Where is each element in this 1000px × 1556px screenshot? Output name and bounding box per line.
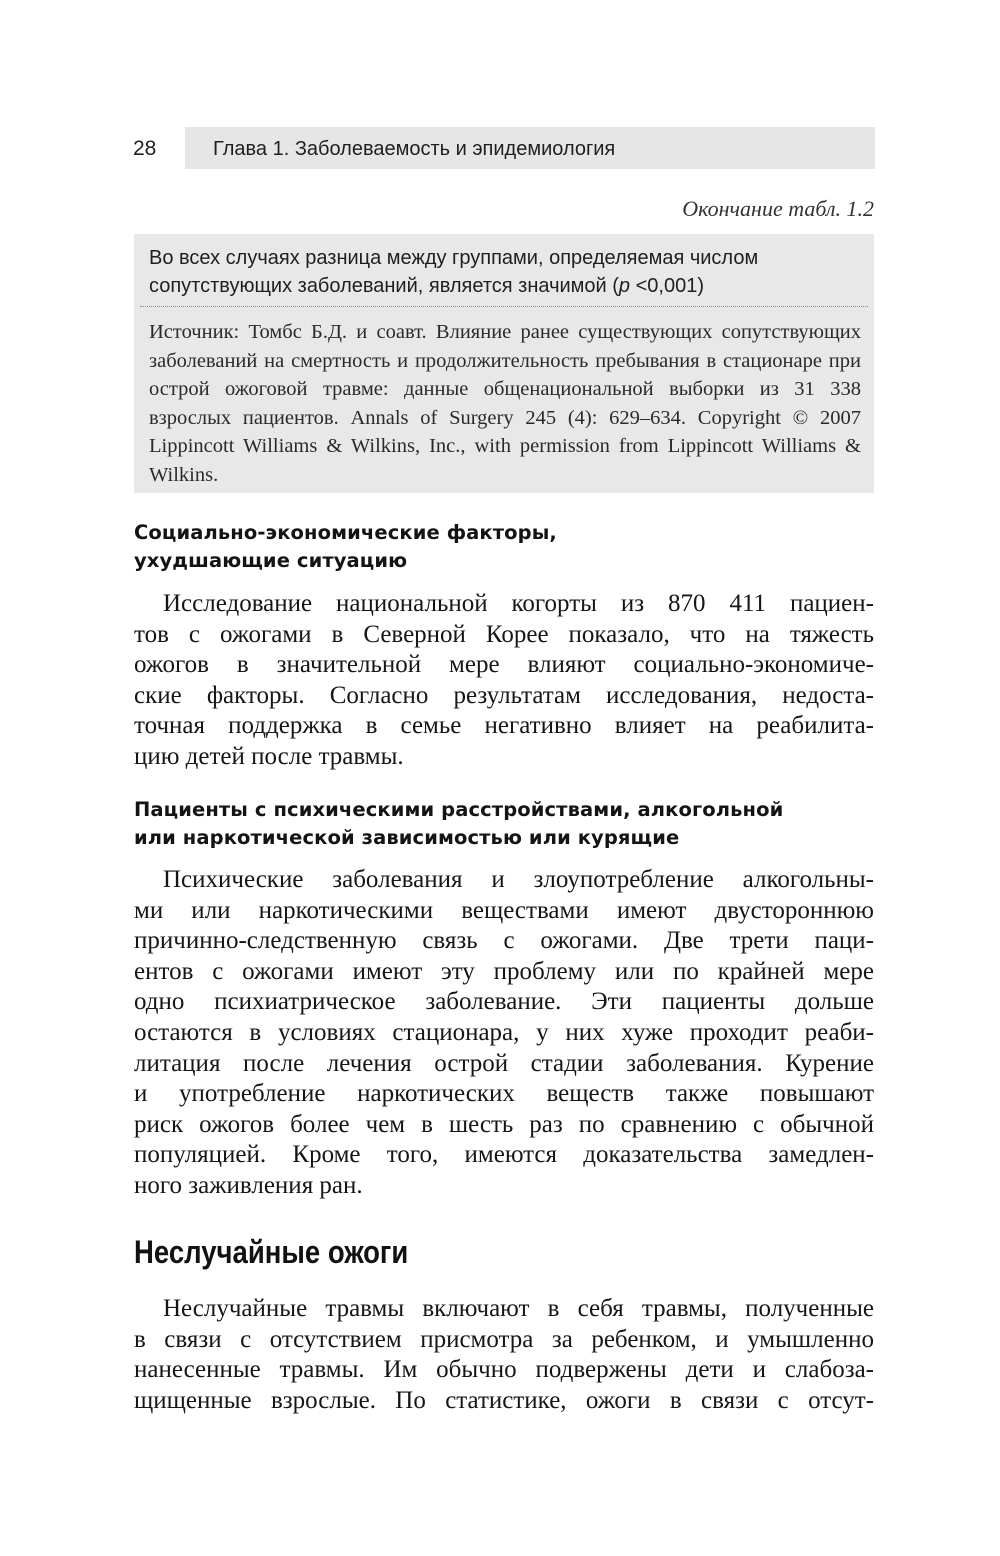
paragraph-line: остаются в условиях стационара, у них хуже проходит реаби- [134, 1018, 874, 1046]
page-number: 28 [133, 137, 157, 160]
paragraph-line: ские факторы. Согласно результатам исследования, недоста- [134, 681, 874, 709]
paragraph-line: нанесенные травмы. Им обычно подвержены дети и слабоза- [134, 1356, 874, 1384]
subheading-line: Пациенты с психическими расстройствами, алкогольной [134, 798, 784, 821]
paragraph-line: Неслучайные травмы включают в себя травмы, полученные [163, 1295, 874, 1322]
paragraph-nonaccidental [134, 1294, 874, 1416]
section-subheading-socioeconomic [134, 519, 874, 575]
paragraph-line: одно психиатрическое заболевание. Эти пациенты дольше [134, 988, 874, 1016]
paragraph-line: Психические заболевания и злоупотребление алкогольны- [163, 866, 874, 893]
table-note [149, 244, 861, 300]
chapter-title: Глава 1. Заболеваемость и эпидемиология [213, 138, 616, 160]
paragraph-line: тов с ожогами в Северной Корее показало, что на тяжесть [134, 620, 874, 648]
paragraph-line: риск ожогов более чем в шесть раз по сравнению с обычной [134, 1110, 874, 1138]
paragraph-line: причинно-следственную связь с ожогами. Две трети паци- [134, 927, 874, 955]
paragraph-line: литация после лечения острой стадии заболевания. Курение [134, 1049, 874, 1077]
paragraph-line: ентов с ожогами имеют эту проблему или по крайней мере [134, 957, 874, 985]
subheading-line: или наркотической зависимостью или курящие [134, 826, 680, 849]
section-heading-nonaccidental-burns: Неслучайные ожоги [134, 1234, 409, 1270]
paragraph-line: точная поддержка в семье негативно влияет на реабилита- [134, 712, 874, 740]
paragraph-socioeconomic [134, 589, 874, 773]
running-header [185, 127, 875, 169]
table-source: Источник: Томбс Б.Д. и соавт. Влияние ранее существующих сопутствующих заболеваний на смертность и продолжительность пребывания в стационаре при острой ожоговой травме: данные общенациональной выборки из 31 338 взрослых пациентов. Annals of Surgery 245 (4): 629–634. Copyright © 2007 Lippincott Williams & Wilkins, Inc., with permission from Lippincott Williams & Wilkins. [149, 321, 861, 486]
paragraph-line: цию детей после травмы. [134, 742, 404, 770]
section-subheading-psychiatric [134, 796, 874, 852]
paragraph-line: Исследование национальной когорты из 870 411 пациен- [163, 590, 874, 617]
paragraph-line: ми или наркотическими веществами имеют двустороннюю [134, 896, 874, 924]
table-note-p-symbol: р [618, 275, 631, 297]
paragraph-psychiatric [134, 865, 874, 1202]
paragraph-line: в связи с отсутствием присмотра за ребенком, и умышленно [134, 1325, 874, 1353]
table-note-p-value: <0,001) [630, 275, 704, 297]
subheading-line: ухудшающие ситуацию [134, 549, 408, 572]
paragraph-line: щищенные взрослые. По статистике, ожоги в связи с отсут- [134, 1386, 874, 1414]
table-continuation-label: Окончание табл. 1.2 [682, 196, 874, 221]
table-note-text: Во всех случаях разница между группами, определяемая числом сопутствующих заболеваний, является значимой ( [149, 247, 759, 297]
subheading-line: Социально-экономические факторы, [134, 521, 557, 544]
table-divider [140, 306, 868, 307]
paragraph-line: и употребление наркотических веществ также повышают [134, 1080, 874, 1108]
paragraph-line: популяцией. Кроме того, имеются доказательства замедлен- [134, 1141, 874, 1169]
paragraph-line: ожогов в значительной мере влияют социально-экономиче- [134, 651, 874, 679]
paragraph-line: ного заживления ран. [134, 1171, 363, 1199]
table-footer-box [134, 234, 874, 493]
